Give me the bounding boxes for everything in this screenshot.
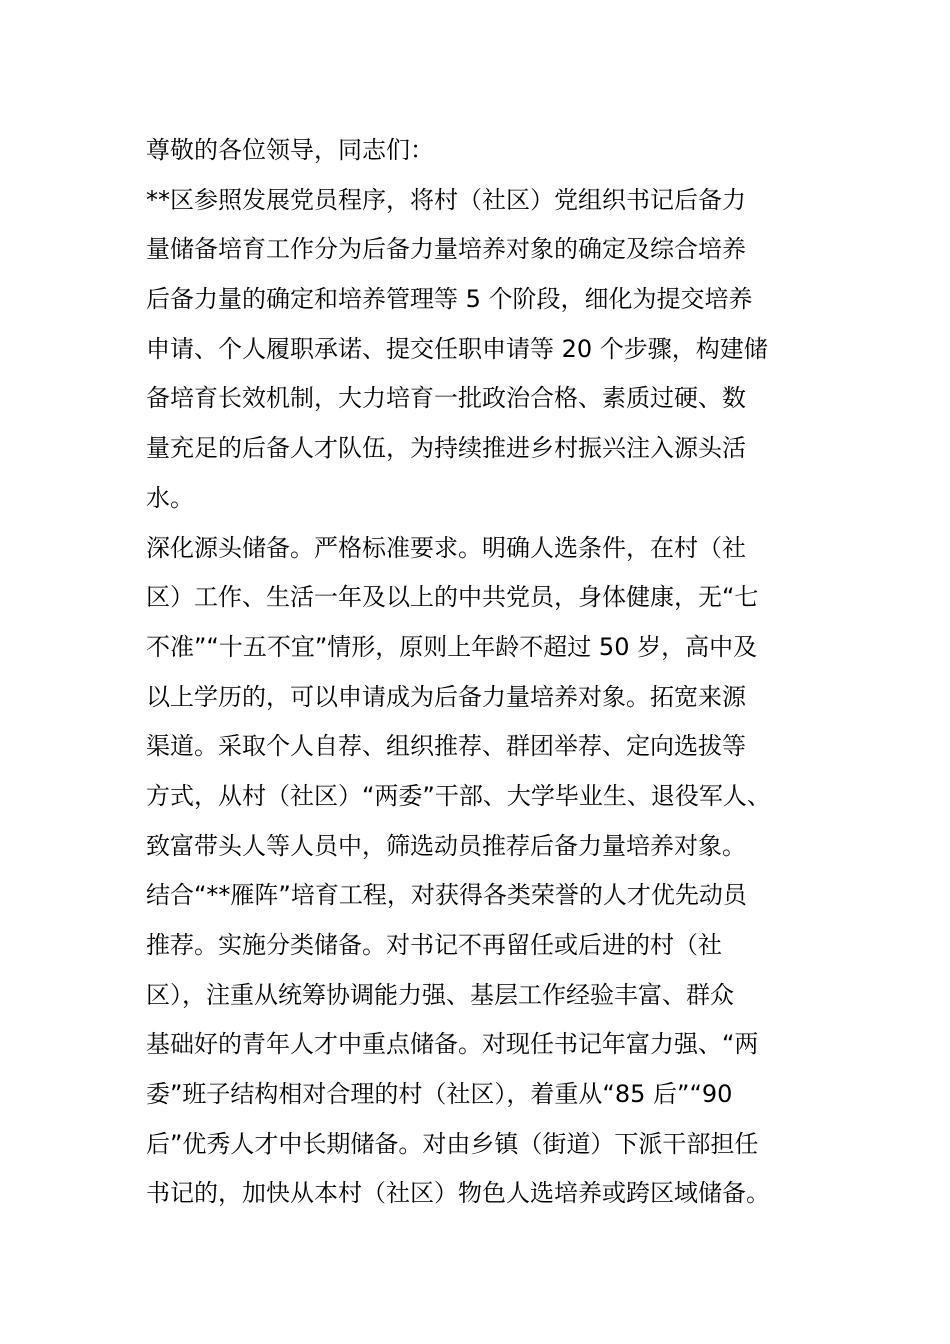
text-line: 深化源头储备。严格标准要求。明确人选条件，在村（社 — [146, 533, 746, 562]
text-line: 备培育长效机制，大力培育一批政治合格、素质过硬、数 — [146, 384, 746, 413]
text-line: **区参照发展党员程序，将村（社区）党组织书记后备力 — [146, 185, 746, 214]
text-line: 基础好的青年人才中重点储备。对现任书记年富力强、“两 — [146, 1030, 759, 1059]
text-line: 书记的，加快从本村（社区）物色人选培养或跨区域储备。 — [146, 1179, 770, 1208]
text-line-greeting: 尊敬的各位领导，同志们： — [146, 136, 434, 164]
text-line: 委”班子结构相对合理的村（社区），着重从“85 后”“90 — [146, 1080, 733, 1109]
text-line: 以上学历的，可以申请成为后备力量培养对象。拓宽来源 — [146, 682, 746, 711]
text-line: 后备力量的确定和培养管理等 5 个阶段，细化为提交培养 — [146, 285, 753, 314]
text-line: 渠道。采取个人自荐、组织推荐、群团举荐、定向选拔等 — [146, 732, 746, 761]
text-line: 结合“**雁阵”培育工程，对获得各类荣誉的人才优先动员 — [146, 881, 747, 910]
text-line: 量储备培育工作分为后备力量培养对象的确定及综合培养 — [146, 235, 746, 264]
document-body — [146, 126, 836, 1219]
text-line: 申请、个人履职承诺、提交任职申请等 20 个步骤，构建储 — [146, 334, 768, 363]
text-line: 方式，从村（社区）“两委”干部、大学毕业生、退役军人、 — [146, 781, 771, 810]
text-line: 致富带头人等人员中，筛选动员推荐后备力量培养对象。 — [146, 831, 746, 860]
text-line: 水。 — [146, 483, 194, 512]
text-line: 区），注重从统筹协调能力强、基层工作经验丰富、群众 — [146, 980, 734, 1009]
text-line: 量充足的后备人才队伍，为持续推进乡村振兴注入源头活 — [146, 434, 746, 463]
text-line: 推荐。实施分类储备。对书记不再留任或后进的村（社 — [146, 931, 722, 959]
text-line: 不准”“十五不宜”情形，原则上年龄不超过 50 岁，高中及 — [146, 632, 758, 661]
text-line: 区）工作、生活一年及以上的中共党员，身体健康，无“七 — [146, 583, 759, 612]
text-line: 后”优秀人才中长期储备。对由乡镇（街道）下派干部担任 — [146, 1129, 759, 1158]
